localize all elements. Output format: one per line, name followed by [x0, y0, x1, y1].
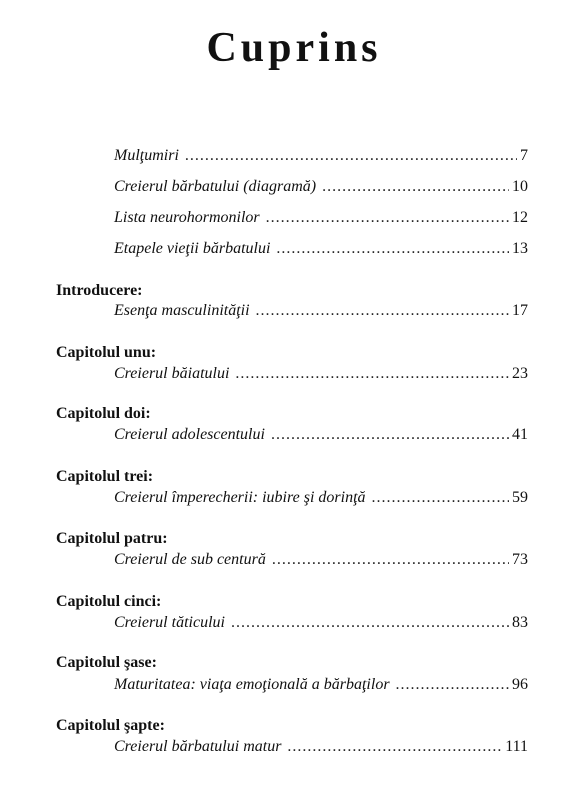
toc-entry[interactable] — [114, 301, 528, 321]
toc-entry-page: 111 — [505, 738, 528, 755]
toc-entry-page: 13 — [512, 240, 528, 257]
section-heading: Capitolul cinci: — [56, 593, 162, 610]
dot-leader — [256, 301, 509, 321]
section-heading: Introducere: — [56, 282, 143, 299]
toc-entry[interactable] — [114, 488, 528, 508]
dot-leader — [372, 488, 509, 508]
toc-entry[interactable] — [114, 146, 528, 166]
toc-entry-page: 17 — [512, 302, 528, 319]
toc-entry-page: 10 — [512, 178, 528, 195]
toc-entry-title: Creierul împerecherii: iubire şi dorinţă — [114, 489, 366, 506]
dot-leader — [185, 146, 517, 166]
toc-entry[interactable] — [114, 208, 528, 228]
toc-entry[interactable] — [114, 177, 528, 197]
section-heading: Capitolul şapte: — [56, 717, 165, 734]
section-heading: Capitolul doi: — [56, 405, 151, 422]
dot-leader — [276, 239, 509, 259]
toc-entry[interactable] — [114, 425, 528, 445]
toc-entry-page: 7 — [520, 147, 528, 164]
toc-entry-page: 12 — [512, 209, 528, 226]
toc-entry-title: Creierul de sub centură — [114, 551, 266, 568]
toc-entry[interactable] — [114, 737, 528, 757]
dot-leader — [396, 675, 509, 695]
toc-entry[interactable] — [114, 364, 528, 384]
toc-entry-page: 41 — [512, 426, 528, 443]
toc-entry-title: Maturitatea: viaţa emoţională a bărbaţilor — [114, 676, 390, 693]
dot-leader — [271, 425, 509, 445]
dot-leader — [231, 613, 509, 633]
toc-entry-page: 96 — [512, 676, 528, 693]
page-title: Cuprins — [206, 25, 382, 71]
toc-entry-title: Creierul adolescentului — [114, 426, 265, 443]
toc-entry[interactable] — [114, 239, 528, 259]
toc-entry[interactable] — [114, 675, 528, 695]
dot-leader — [235, 364, 509, 384]
toc-entry-title: Lista neurohormonilor — [114, 209, 260, 226]
section-heading: Capitolul unu: — [56, 344, 157, 361]
toc-entry-page: 59 — [512, 489, 528, 506]
dot-leader — [272, 550, 509, 570]
toc-entry-title: Mulţumiri — [114, 147, 179, 164]
section-heading: Capitolul trei: — [56, 468, 154, 485]
toc-entry-page: 73 — [512, 551, 528, 568]
toc-entry[interactable] — [114, 613, 528, 633]
dot-leader — [287, 737, 502, 757]
toc-entry-page: 23 — [512, 365, 528, 382]
section-heading: Capitolul şase: — [56, 654, 157, 671]
toc-entry-page: 83 — [512, 614, 528, 631]
dot-leader — [322, 177, 509, 197]
dot-leader — [266, 208, 509, 228]
toc-entry-title: Esenţa masculinităţii — [114, 302, 250, 319]
toc-entry-title: Creierul băiatului — [114, 365, 230, 382]
toc-entry-title: Creierul tăticului — [114, 614, 225, 631]
toc-entry-title: Etapele vieţii bărbatului — [114, 240, 271, 257]
toc-entry[interactable] — [114, 550, 528, 570]
section-heading: Capitolul patru: — [56, 530, 168, 547]
toc-entry-title: Creierul bărbatului (diagramă) — [114, 178, 317, 195]
toc-entry-title: Creierul bărbatului matur — [114, 738, 282, 755]
